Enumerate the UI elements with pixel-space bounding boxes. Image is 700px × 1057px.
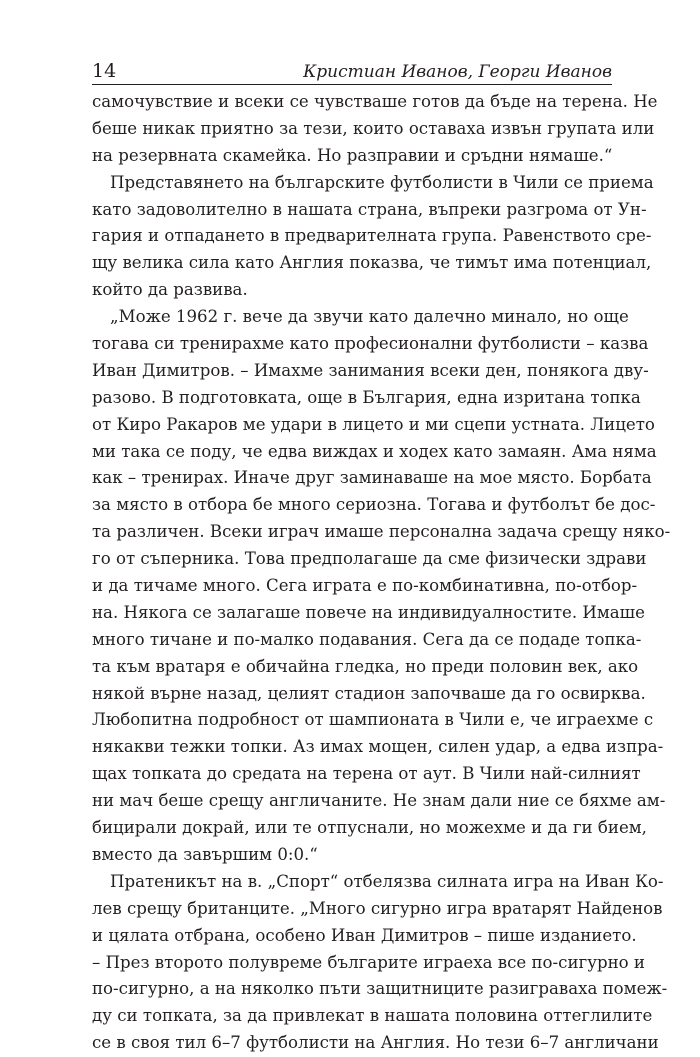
text-line: та различен. Всеки играч имаше персонална задача срещу няко- — [92, 522, 671, 542]
text-line: самочувствие и всеки се чувстваше готов да бъде на терена. Не — [92, 92, 658, 111]
text-line: ду си топката, за да привлекат в нашата половина оттеглилите — [92, 1006, 653, 1026]
text-line: беше никак приятно за тези, които оставаха извън групата или — [92, 118, 655, 138]
text-line: Любопитна подробност от шампионата в Чили е, че играехме с — [92, 710, 654, 730]
text-line: на. Някога се залагаше повече на индивидуалностите. Имаше — [92, 602, 645, 622]
text-line: „Може 1962 г. вече да звучи като далечно минало, но още — [110, 307, 629, 327]
text-line: щах топката до средата на терена от аут. В Чили най-силният — [92, 764, 641, 784]
body-text — [92, 89, 671, 1057]
text-line: тогава си тренирахме като професионални футболисти – казва — [92, 334, 649, 354]
text-line: който да развива. — [92, 280, 248, 300]
text-line: как – тренирах. Иначе друг заминаваше на мое място. Борбата — [92, 468, 652, 488]
text-line: много тичане и по-малко подавания. Сега да се подаде топка- — [92, 629, 642, 649]
text-line: и цялата отбрана, особено Иван Димитров – пише изданието. — [92, 925, 637, 945]
header-rule — [92, 84, 612, 85]
text-line: на резервната скамейка. Но разправии и сръдни нямаше.“ — [92, 145, 613, 165]
text-line: някакви тежки топки. Аз имах мощен, силен удар, а едва изпра- — [92, 737, 664, 757]
text-line: лев срещу британците. „Много сигурно игра вратарят Найденов — [92, 898, 663, 918]
text-line: се в своя тил 6–7 футболисти на Англия. Но тези 6–7 англичани — [92, 1033, 659, 1053]
page-number: 14 — [92, 60, 117, 82]
text-line: Иван Димитров. – Имахме занимания всеки ден, понякога дву- — [92, 360, 649, 380]
text-line: – През второто полувреме българите играеха все по-сигурно и — [92, 952, 645, 972]
text-line: щу велика сила като Англия показва, че тимът има потенциал, — [92, 253, 652, 273]
text-line: разово. В подготовката, още в България, една изритана топка — [92, 387, 641, 407]
text-line: ни мач беше срещу англичаните. Не знам дали ние се бяхме ам- — [92, 791, 666, 811]
page-header — [92, 60, 612, 86]
text-line: вместо да завършим 0:0.“ — [92, 844, 318, 864]
text-line: Пратеникът на в. „Спорт“ отбелязва силната игра на Иван Ко- — [110, 871, 664, 891]
text-line: някой върне назад, целият стадион започваше да го освирква. — [92, 683, 646, 703]
text-line: ми така се поду, че едва виждах и ходех като замаян. Ама няма — [92, 441, 657, 461]
text-line: Представянето на българските футболисти в Чили се приема — [110, 172, 654, 192]
text-line: и да тичаме много. Сега играта е по-комбинативна, по-отбор- — [92, 576, 638, 596]
text-line: бицирали докрай, или те отпуснали, но можехме и да ги бием, — [92, 818, 647, 838]
text-line: за място в отбора бе много сериозна. Тогава и футболът бе дос- — [92, 495, 656, 515]
running-head-authors: Кристиан Иванов, Георги Иванов — [303, 62, 612, 82]
text-line: като задоволително в нашата страна, въпреки разгрома от Ун- — [92, 199, 647, 219]
text-line: гария и отпадането в предварителната група. Равенството сре- — [92, 226, 652, 246]
text-line: по-сигурно, а на няколко пъти защитниците разиграваха помеж- — [92, 979, 668, 999]
text-line: го от съперника. Това предполагаше да сме физически здрави — [92, 549, 647, 569]
text-line: от Киро Ракаров ме удари в лицето и ми сцепи устната. Лицето — [92, 414, 655, 434]
text-line: та към вратаря е обичайна гледка, но преди половин век, ако — [92, 656, 639, 676]
